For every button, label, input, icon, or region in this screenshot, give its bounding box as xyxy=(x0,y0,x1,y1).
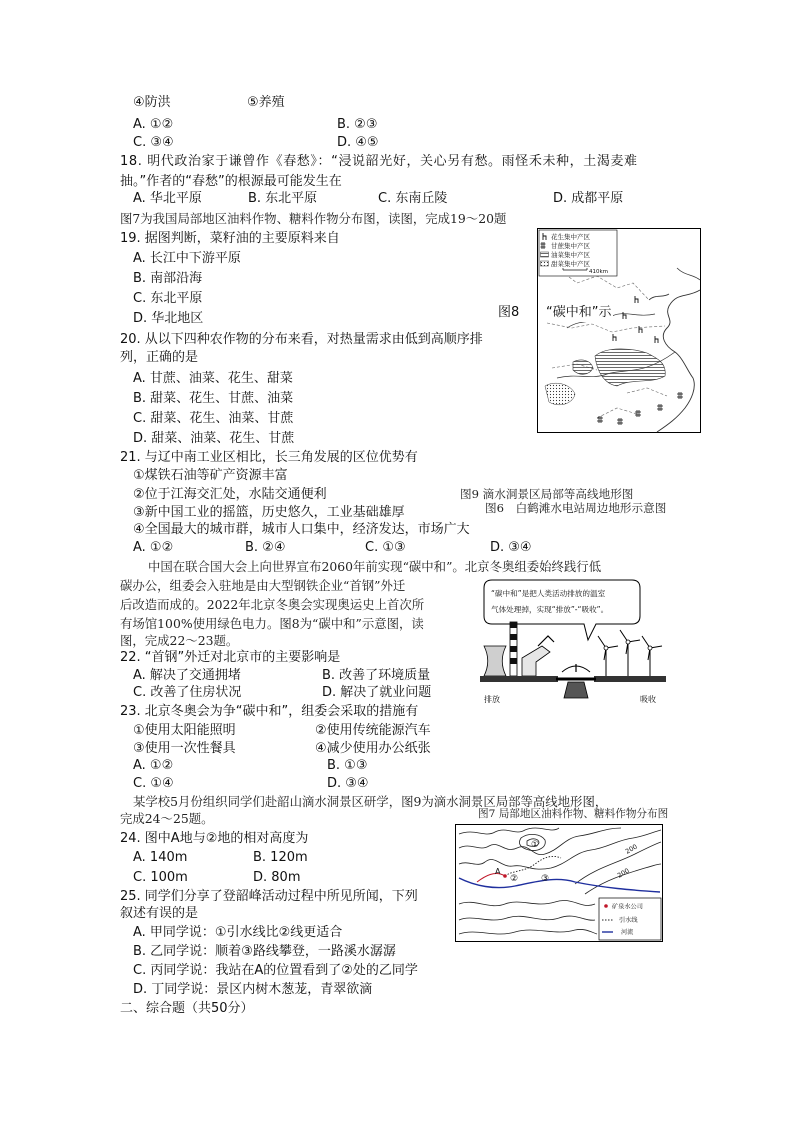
mineral-water-company-point xyxy=(503,874,507,878)
legend-sugar-beet: 甜菜集中产区 xyxy=(551,260,590,268)
q24-stem: 24. 图中A地与②地的相对高度为 xyxy=(120,831,309,846)
fig7-stray-caption: 图7 局部地区油料作物、糖料作物分布图 xyxy=(478,808,669,820)
intro-22-23-line-3: 后改造而成的。2022年北京冬奥会实现奥运史上首次所 xyxy=(120,597,425,612)
point-a-label: A xyxy=(495,867,501,876)
right-scale-pan xyxy=(594,676,666,682)
q22-option-c: C. 改善了住房状况 xyxy=(133,685,242,700)
legend-mineral-water-company: 矿泉水公司 xyxy=(612,903,643,911)
legend-diversion-line: 引水线 xyxy=(619,917,638,924)
q18-option-b: B. 东北平原 xyxy=(248,191,318,206)
q17-option-c: C. ③④ xyxy=(133,135,174,150)
q21-option-d: D. ③④ xyxy=(490,540,532,555)
factory-arm xyxy=(538,636,554,646)
striped-chimney xyxy=(510,622,517,676)
point-3-label: ③ xyxy=(541,874,550,884)
q17-option-b: B. ②③ xyxy=(337,117,378,132)
q20-option-c: C. 甜菜、花生、油菜、甘蔗 xyxy=(133,411,294,426)
q20-stem-line-2: 列，正确的是 xyxy=(120,350,199,365)
q24-option-c: C. 100m xyxy=(133,870,188,885)
q21-stem: 21. 与辽中南工业区相比，长三角发展的区位优势有 xyxy=(120,450,418,465)
q17-option-a: A. ①② xyxy=(133,117,174,132)
fig8-stray-label: 图8 xyxy=(498,305,520,320)
bubble-line-1: “碳中和”是把人类活动排放的温室 xyxy=(491,589,606,598)
q19-stem: 19. 据图判断，菜籽油的主要原料来自 xyxy=(120,231,340,246)
q21-item-3: ③新中国工业的摇篮，历史悠久，工业基础雄厚 xyxy=(133,505,405,520)
fig8-carbon-neutral-diagram xyxy=(476,576,668,708)
fig6-stray-caption: 图6 白鹤滩水电站周边地形示意图 xyxy=(485,501,667,515)
q25-option-b: B. 乙同学说：顺着③路线攀登，一路溪水潺潺 xyxy=(133,944,396,959)
legend-river: 河流 xyxy=(621,929,634,936)
section-2-heading: 二、综合题（共50分） xyxy=(120,1001,254,1016)
q23-option-d: D. ③④ xyxy=(327,776,369,791)
legend-sugarcane: 甘蔗集中产区 xyxy=(551,242,590,250)
bubble-line-2: 气体处理掉，实现“排放”-“吸收”。 xyxy=(491,605,609,614)
q21-option-c: C. ①③ xyxy=(365,540,406,555)
q18-stem-line-2: 抽。”作者的“春愁”的根源最可能发生在 xyxy=(120,174,342,189)
rapeseed-swatch xyxy=(541,252,549,257)
fig8-stray-overlay: “碳中和”示 xyxy=(546,305,612,320)
intro-22-23-line-4: 有场馆100%使用绿色电力。图8为“碳中和”示意图，读 xyxy=(120,616,424,631)
emission-label: 排放 xyxy=(484,695,500,704)
fig9-stray-caption: 图9 滴水洞景区局部等高线地形图 xyxy=(460,487,634,501)
q25-option-c: C. 丙同学说：我站在A的位置看到了②处的乙同学 xyxy=(133,963,418,978)
q18-option-d: D. 成都平原 xyxy=(553,191,624,206)
intro-19-20: 图7为我国局部地区油料作物、糖料作物分布图，读图，完成19～20题 xyxy=(120,211,507,226)
point-1-label: ① xyxy=(531,840,540,850)
q19-option-d: D. 华北地区 xyxy=(133,311,204,326)
q23-stem: 23. 北京冬奥会为争“碳中和”，组委会采取的措施有 xyxy=(120,704,419,719)
cooling-tower xyxy=(484,646,506,676)
point-2-label: ② xyxy=(510,874,519,884)
q21-item-2: ②位于江海交汇处，水陆交通便利 xyxy=(133,487,327,502)
intro-22-23-line-1: 中国在联合国大会上向世界宣布2060年前实现“碳中和”。北京冬奥组委始终践行低 xyxy=(148,559,602,574)
q20-option-d: D. 甜菜、油菜、花生、甘蔗 xyxy=(133,431,295,446)
q24-option-d: D. 80m xyxy=(253,870,301,885)
left-scale-pan xyxy=(480,676,558,682)
legend-peanut: 花生集中产区 xyxy=(551,233,590,241)
q20-option-b: B. 甜菜、花生、甘蔗、油菜 xyxy=(133,391,294,406)
q25-option-a: A. 甲同学说：①引水线比②线更适合 xyxy=(133,925,343,940)
q18-stem-line-1: 18. 明代政治家于谦曾作《春愁》：“浸说韶光好，关心另有愁。雨怪禾未种，土渴麦难 xyxy=(120,154,638,169)
scale-base xyxy=(564,682,588,698)
q21-option-a: A. ①② xyxy=(133,540,174,555)
contour-label-200-lower: 200 xyxy=(616,866,631,880)
scale-label: 410km xyxy=(589,269,609,275)
intro-24-25-line-1: 某学校5月份组织同学们赴韶山滴水洞景区研学，图9为滴水洞景区局部等高线地形图， xyxy=(133,794,608,809)
q18-option-a: A. 华北平原 xyxy=(133,191,202,206)
fig9-contour-map xyxy=(455,824,663,942)
q23-item-2: ②使用传统能源汽车 xyxy=(315,723,431,738)
q25-option-d: D. 丁同学说：景区内树木葱茏，青翠欲滴 xyxy=(133,982,373,997)
q23-item-1: ①使用太阳能照明 xyxy=(133,723,236,738)
q17-item-4: ④防洪 xyxy=(133,95,171,110)
q20-stem-line-1: 20. 从以下四种农作物的分布来看，对热量需求由低到高顺序排 xyxy=(120,332,483,347)
q20-option-a: A. 甘蔗、油菜、花生、甜菜 xyxy=(133,371,293,386)
q22-option-a: A. 解决了交通拥堵 xyxy=(133,668,241,683)
q23-option-b: B. ①③ xyxy=(327,758,368,773)
wind-turbines xyxy=(598,630,662,676)
q25-stem-line-2: 叙述有误的是 xyxy=(120,906,199,921)
contour-label-200-upper: 200 xyxy=(624,842,639,856)
q17-option-d: D. ④⑤ xyxy=(337,135,379,150)
q24-option-b: B. 120m xyxy=(253,850,308,865)
intro-22-23-line-5: 图，完成22～23题。 xyxy=(120,633,239,648)
q17-item-5: ⑤养殖 xyxy=(247,95,285,110)
q24-option-a: A. 140m xyxy=(133,850,188,865)
fig7-crop-distribution-map xyxy=(537,228,701,433)
q23-option-a: A. ①② xyxy=(133,758,174,773)
legend-rapeseed: 油菜集中产区 xyxy=(551,251,590,259)
q22-stem: 22. “首钢”外迁对北京市的主要影响是 xyxy=(120,650,341,665)
q18-option-c: C. 东南丘陵 xyxy=(378,191,448,206)
q22-option-b: B. 改善了环境质量 xyxy=(322,668,431,683)
q22-option-d: D. 解决了就业问题 xyxy=(322,685,432,700)
q23-item-3: ③使用一次性餐具 xyxy=(133,741,236,756)
q21-option-b: B. ②④ xyxy=(245,540,286,555)
q25-stem-line-1: 25. 同学们分享了登韶峰活动过程中所见所闻，下列 xyxy=(120,889,418,904)
q21-item-1: ①煤铁石油等矿产资源丰富 xyxy=(133,468,288,483)
sugar-beet-swatch xyxy=(541,261,549,266)
company-legend-dot xyxy=(604,904,608,908)
q23-item-4: ④减少使用办公纸张 xyxy=(315,741,431,756)
intro-22-23-line-2: 碳办公，组委会入驻地是由大型钢铁企业“首钢”外迁 xyxy=(120,578,406,593)
intro-24-25-line-2: 完成24～25题。 xyxy=(120,811,214,826)
absorption-label: 吸收 xyxy=(640,695,656,704)
q19-option-c: C. 东北平原 xyxy=(133,291,203,306)
q21-item-4: ④全国最大的城市群，城市人口集中，经济发达，市场广大 xyxy=(133,522,470,537)
factory-machine xyxy=(522,646,550,676)
q23-option-c: C. ①④ xyxy=(133,776,174,791)
q19-option-a: A. 长江中下游平原 xyxy=(133,251,241,266)
q19-option-b: B. 南部沿海 xyxy=(133,271,203,286)
